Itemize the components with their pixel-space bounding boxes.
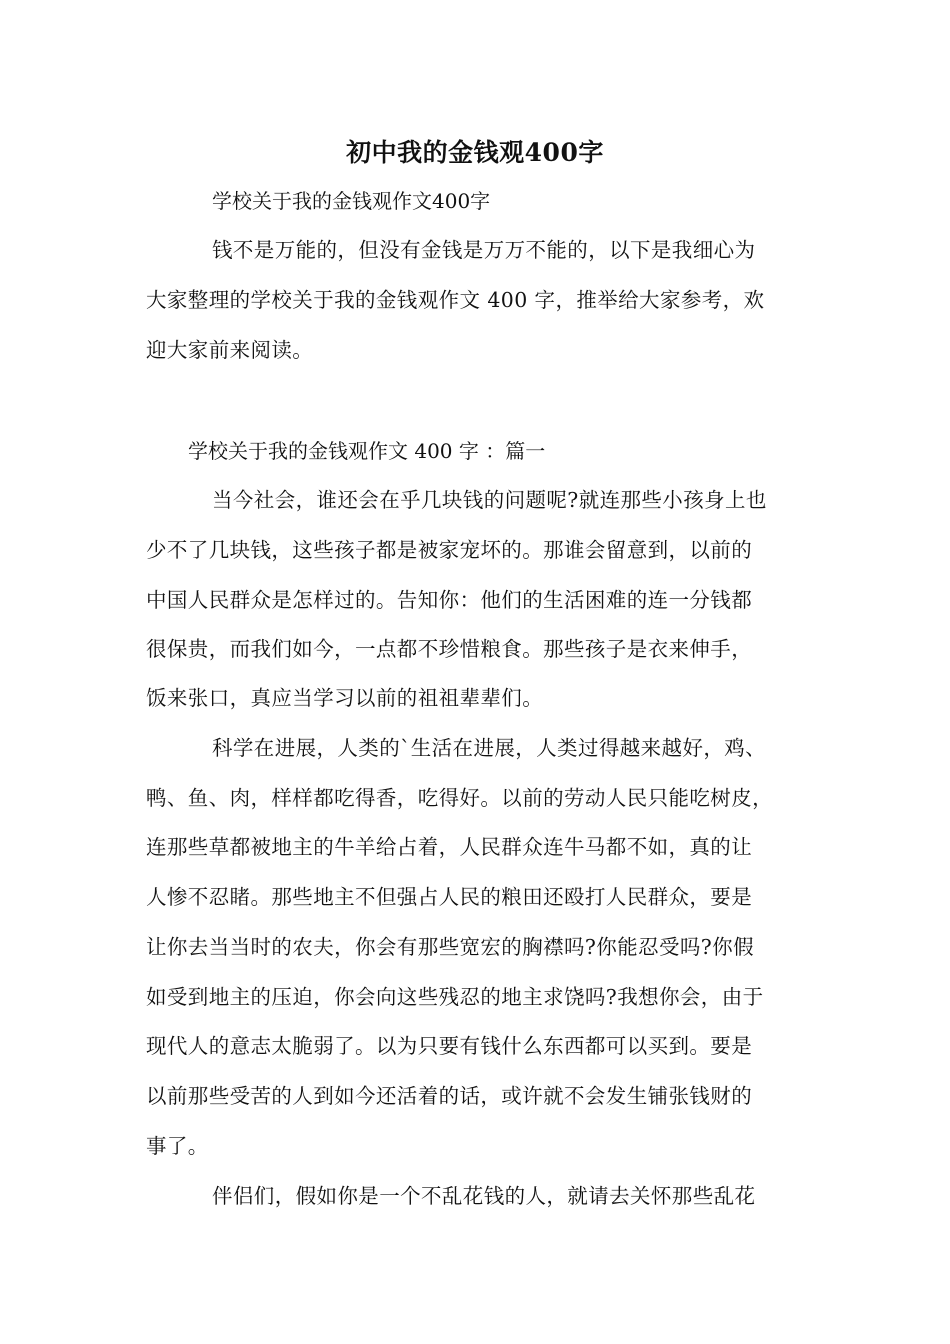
- paragraph-line: 让你去当当时的农夫，你会有那些宽宏的胸襟吗?你能忍受吗?你假: [146, 935, 754, 959]
- paragraph-line: 人惨不忍睹。那些地主不但强占人民的粮田还殴打人民群众，要是: [146, 885, 753, 909]
- document-subtitle: 学校关于我的金钱观作文400字: [212, 189, 491, 213]
- paragraph-line: 现代人的意志太脆弱了。以为只要有钱什么东西都可以买到。要是: [146, 1034, 753, 1058]
- paragraph-line: 伴侣们，假如你是一个不乱花钱的人，就请去关怀那些乱花: [212, 1184, 756, 1208]
- paragraph-line: 当今社会，谁还会在乎几块钱的问题呢?就连那些小孩身上也: [212, 488, 767, 512]
- paragraph-line: 连那些草都被地主的牛羊给占着，人民群众连牛马都不如，真的让: [146, 835, 753, 859]
- section-heading: 学校关于我的金钱观作文 400 字 ：篇一: [188, 439, 546, 463]
- paragraph-line: 鸭、鱼、肉，样样都吃得香，吃得好。以前的劳动人民只能吃树皮，: [146, 786, 773, 810]
- paragraph-line: 少不了几块钱，这些孩子都是被家宠坏的。那谁会留意到，以前的: [146, 538, 753, 562]
- intro-line: 大家整理的学校关于我的金钱观作文 400 字，推举给大家参考，欢: [146, 288, 765, 312]
- paragraph-line: 饭来张口，真应当学习以前的祖祖辈辈们。: [146, 686, 544, 710]
- paragraph-line: 很保贵，而我们如今，一点都不珍惜粮食。那些孩子是衣来伸手，: [146, 637, 753, 661]
- paragraph-line: 中国人民群众是怎样过的。告知你：他们的生活困难的连一分钱都: [146, 588, 753, 612]
- intro-line: 迎大家前来阅读。: [146, 338, 314, 362]
- intro-line: 钱不是万能的，但没有金钱是万万不能的，以下是我细心为: [212, 238, 756, 262]
- paragraph-line: 科学在进展，人类的`生活在进展，人类过得越来越好，鸡、: [212, 736, 767, 760]
- document-title: 初中我的金钱观400字: [346, 138, 604, 167]
- paragraph-line: 如受到地主的压迫，你会向这些残忍的地主求饶吗?我想你会，由于: [146, 985, 764, 1009]
- paragraph-line: 以前那些受苦的人到如今还活着的话，或许就不会发生铺张钱财的: [146, 1084, 753, 1108]
- paragraph-line: 事了。: [146, 1134, 209, 1158]
